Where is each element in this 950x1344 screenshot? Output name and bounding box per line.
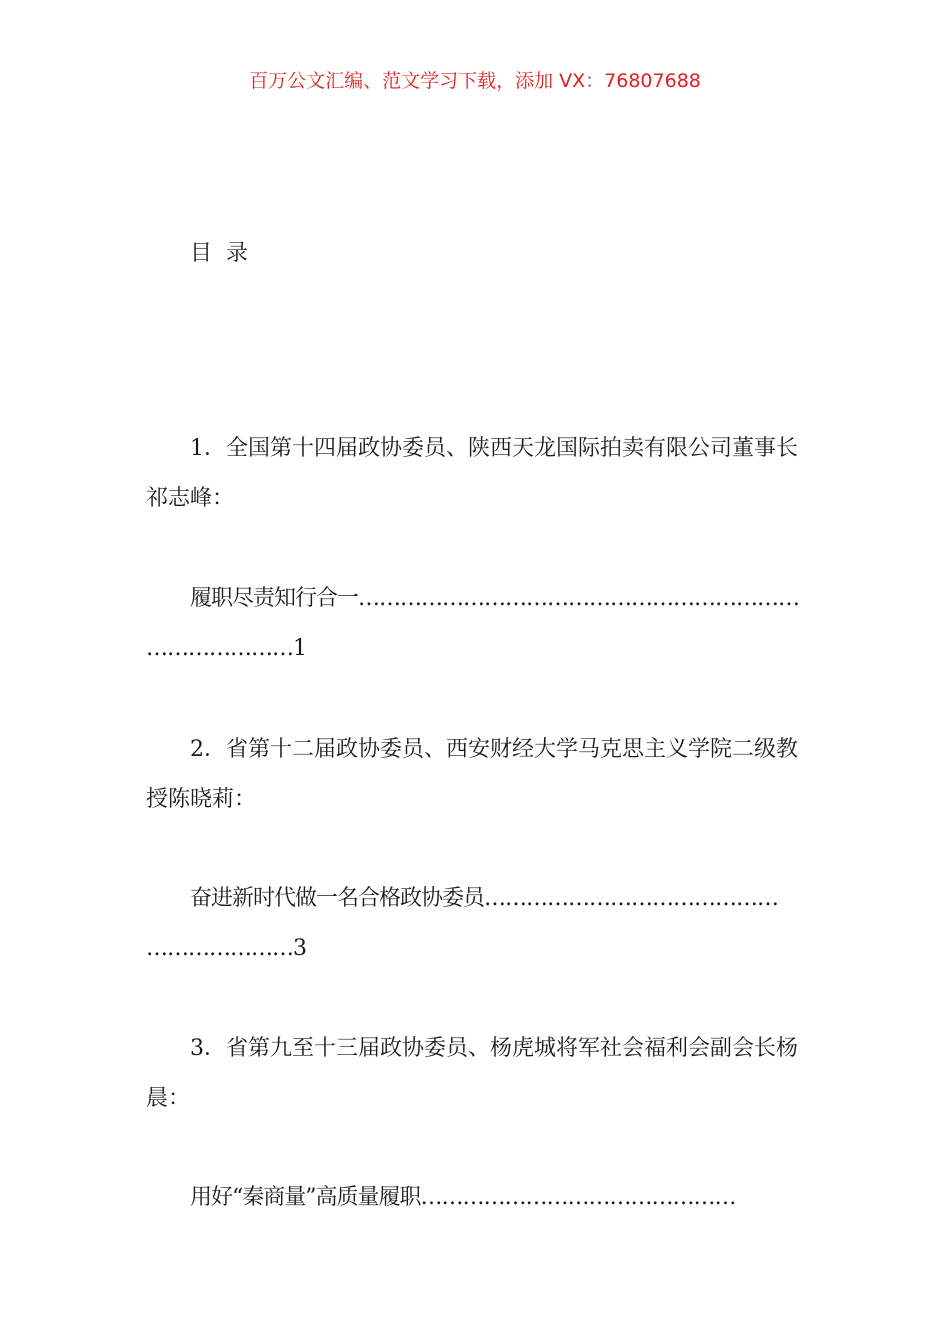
watermark-header: 百万公文汇编、范文学习下载，添加 VX：76807688 [249, 70, 701, 92]
toc-title: 目录 [190, 241, 263, 266]
toc-entry-1-author-line-2: 祁志峰： [146, 486, 235, 511]
toc-entry-3-author-line-1: 3．省第九至十三届政协委员、杨虎城将军社会福利会副会长杨 [190, 1036, 798, 1061]
toc-entry-2-title: 奋进新时代做一名合格政协委员…………………………………… [190, 886, 779, 911]
toc-entry-3-author-line-2: 晨： [146, 1086, 191, 1111]
toc-entry-3-title: 用好“秦商量”高质量履职……………………………………… [190, 1185, 736, 1210]
toc-entry-1-page: …………………1 [146, 636, 306, 661]
toc-entry-2-author-line-2: 授陈晓莉： [146, 787, 257, 812]
toc-entry-2-page: …………………3 [146, 936, 306, 961]
toc-entry-2-author-line-1: 2．省第十二届政协委员、西安财经大学马克思主义学院二级教 [190, 737, 798, 762]
toc-entry-1-author-line-1: 1．全国第十四届政协委员、陕西天龙国际拍卖有限公司董事长 [190, 436, 798, 461]
toc-entry-1-title: 履职尽责知行合一……………………………………………………… [190, 586, 800, 611]
